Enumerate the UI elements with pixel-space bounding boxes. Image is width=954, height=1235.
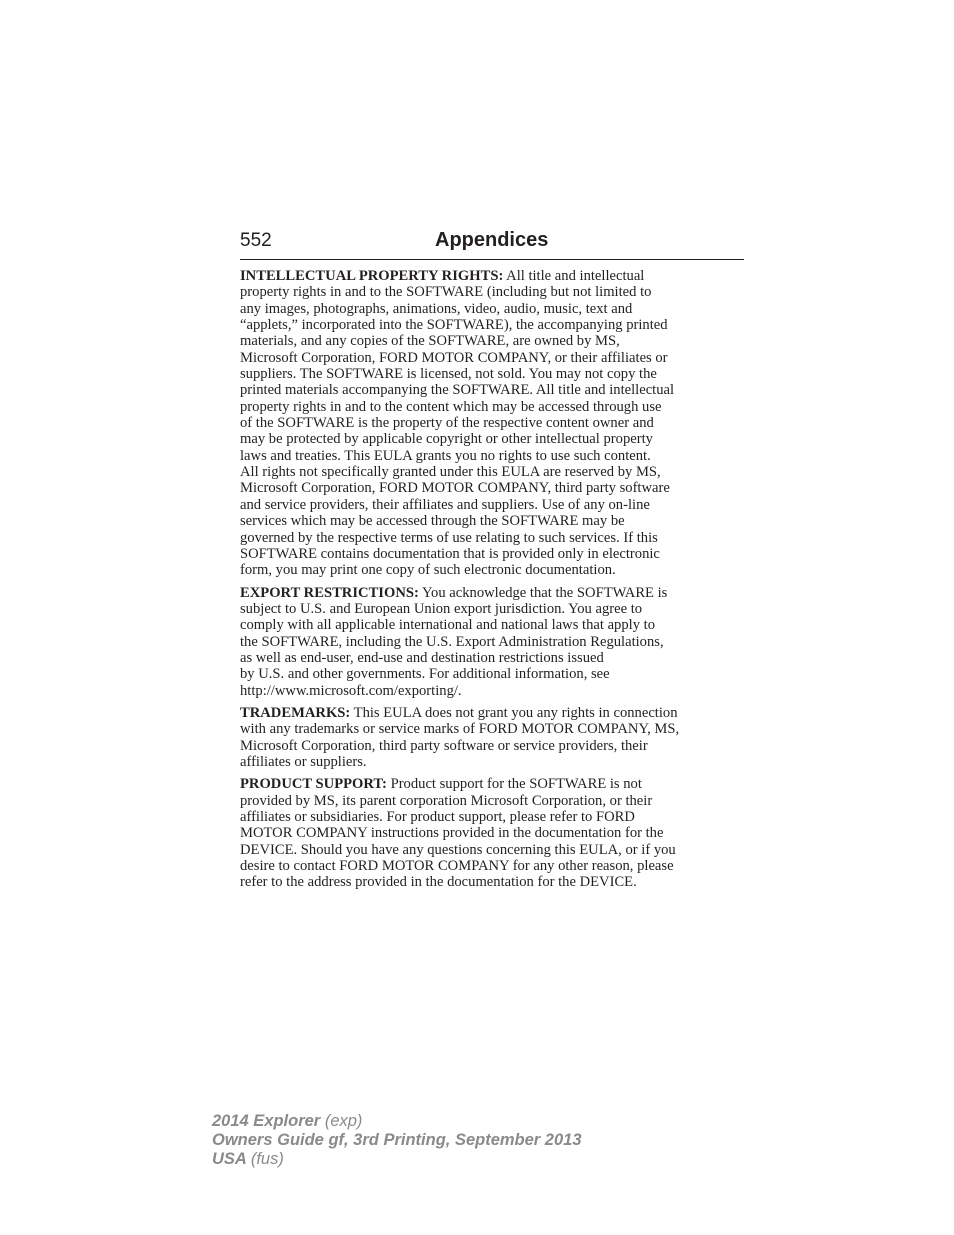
page-number: 552 <box>240 230 272 251</box>
page-footer <box>212 1112 582 1169</box>
document-body <box>240 268 750 897</box>
footer-model: 2014 Explorer <box>212 1112 321 1130</box>
text-line: desire to contact FORD MOTOR COMPANY for any other reason, please <box>240 858 674 875</box>
text-line: laws and treaties. This EULA grants you no rights to use such content. <box>240 447 651 464</box>
text-line: of the SOFTWARE is the property of the respective content owner and <box>240 415 654 432</box>
text-line: property rights in and to the SOFTWARE (including but not limited to <box>240 284 652 301</box>
text-line: Microsoft Corporation, FORD MOTOR COMPANY, third party software <box>240 480 670 497</box>
paragraph-export-restrictions <box>240 585 750 699</box>
text-line: SOFTWARE contains documentation that is provided only in electronic <box>240 545 660 562</box>
text-line: provided by MS, its parent corporation Microsoft Corporation, or their <box>240 792 653 809</box>
paragraph-heading: PRODUCT SUPPORT: <box>240 776 387 793</box>
text-line: by U.S. and other governments. For additional information, see <box>240 666 610 683</box>
text-line: may be protected by applicable copyright or other intellectual property <box>240 431 653 448</box>
footer-model-code: (exp) <box>324 1112 363 1130</box>
paragraph-heading: EXPORT RESTRICTIONS: <box>240 584 419 601</box>
footer-line-model <box>212 1112 582 1131</box>
text-line: governed by the respective terms of use relating to such services. If this <box>240 529 658 546</box>
text-line: subject to U.S. and European Union export jurisdiction. You agree to <box>240 600 643 617</box>
footer-line-edition: Owners Guide gf, 3rd Printing, September 2013 <box>212 1131 582 1149</box>
text-line: You acknowledge that the SOFTWARE is <box>421 584 668 601</box>
text-line: All title and intellectual <box>506 268 645 284</box>
page-header <box>240 228 744 260</box>
text-line: suppliers. The SOFTWARE is licensed, not sold. You may not copy the <box>240 366 657 383</box>
section-title: Appendices <box>435 229 549 251</box>
text-line: affiliates or suppliers. <box>240 753 367 770</box>
paragraph-heading: INTELLECTUAL PROPERTY RIGHTS: <box>240 268 504 284</box>
footer-market: USA <box>212 1150 247 1168</box>
footer-line-market <box>212 1150 582 1169</box>
text-line: printed materials accompanying the SOFTWARE. All title and intellectual <box>240 382 675 399</box>
text-line: and service providers, their affiliates and suppliers. Use of any on-line <box>240 496 650 513</box>
text-line: materials, and any copies of the SOFTWARE, are owned by MS, <box>240 333 620 350</box>
paragraph-product-support <box>240 776 750 890</box>
text-line: MOTOR COMPANY instructions provided in the documentation for the <box>240 825 664 842</box>
footer-market-code: (fus) <box>250 1150 284 1168</box>
text-line: services which may be accessed through the SOFTWARE may be <box>240 513 625 530</box>
text-line: http://www.microsoft.com/exporting/. <box>240 682 462 699</box>
paragraph-intellectual-property <box>240 268 750 579</box>
text-line: DEVICE. Should you have any questions concerning this EULA, or if you <box>240 841 676 858</box>
paragraph-heading: TRADEMARKS: <box>240 704 351 721</box>
text-line: with any trademarks or service marks of FORD MOTOR COMPANY, MS, <box>240 721 680 738</box>
text-line: as well as end-user, end-use and destination restrictions issued <box>240 649 604 666</box>
text-line: “applets,” incorporated into the SOFTWARE), the accompanying printed <box>240 317 668 334</box>
paragraph-trademarks <box>240 705 750 770</box>
text-line: All rights not specifically granted under this EULA are reserved by MS, <box>240 464 661 481</box>
text-line: refer to the address provided in the documentation for the DEVICE. <box>240 874 637 891</box>
text-line: affiliates or subsidiaries. For product support, please refer to FORD <box>240 809 635 825</box>
text-line: form, you may print one copy of such electronic documentation. <box>240 562 616 579</box>
text-line: This EULA does not grant you any rights in connection <box>353 704 678 721</box>
text-line: Microsoft Corporation, third party software or service providers, their <box>240 737 648 754</box>
text-line: any images, photographs, animations, video, audio, music, text and <box>240 300 633 317</box>
text-line: the SOFTWARE, including the U.S. Export Administration Regulations, <box>240 633 664 650</box>
text-line: comply with all applicable international and national laws that apply to <box>240 617 655 634</box>
text-line: property rights in and to the content which may be accessed through use <box>240 398 662 415</box>
text-line: Microsoft Corporation, FORD MOTOR COMPANY, or their affiliates or <box>240 349 668 366</box>
text-line: Product support for the SOFTWARE is not <box>390 776 642 793</box>
